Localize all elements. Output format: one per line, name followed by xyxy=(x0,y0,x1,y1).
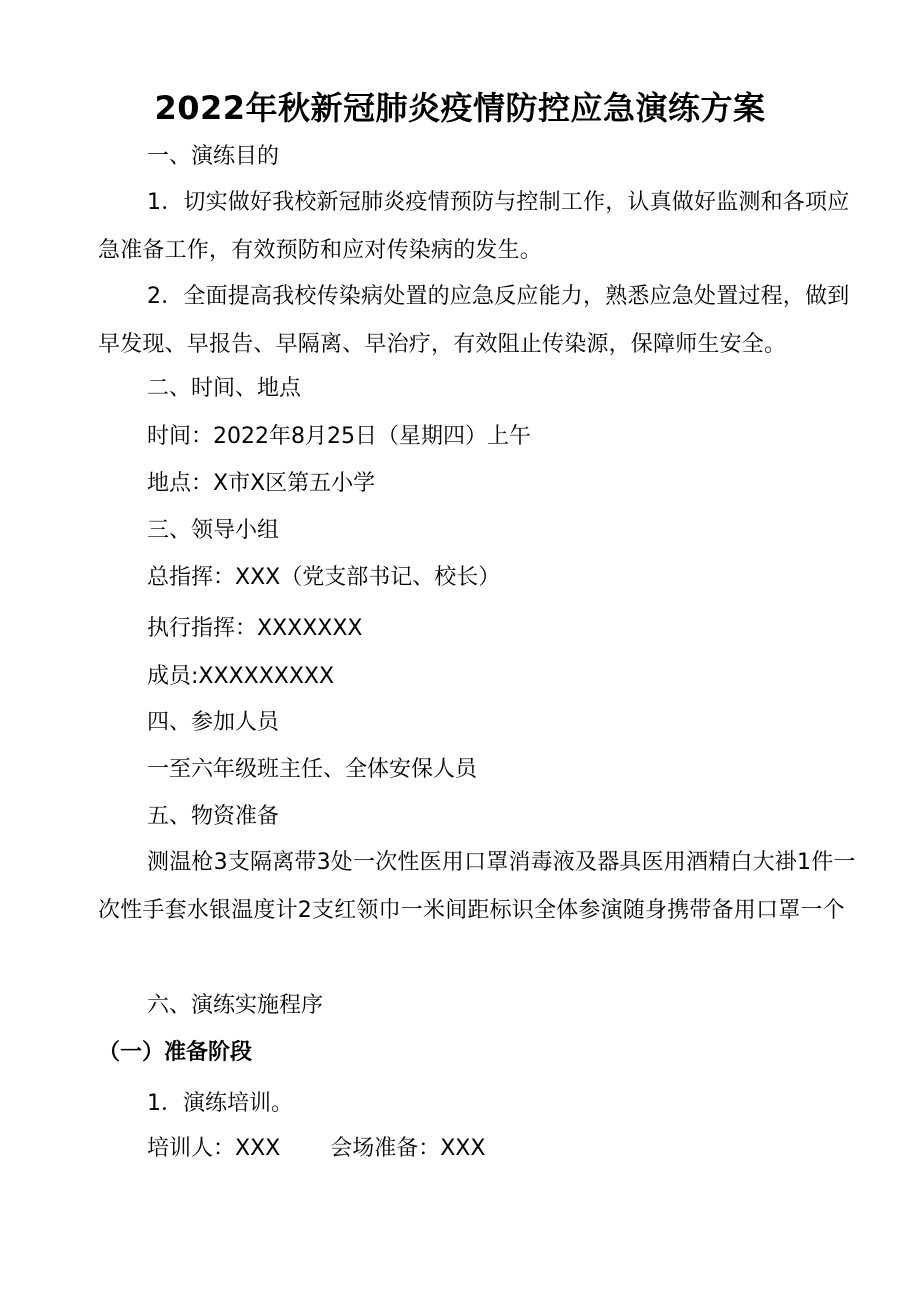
section-heading-procedure: 六、演练实施程序 xyxy=(147,993,324,1018)
venue-text: 会场准备：XXX xyxy=(330,1136,486,1161)
item-training: 1．演练培训。 xyxy=(147,1091,293,1116)
place-line: 地点：X市X区第五小学 xyxy=(147,471,376,496)
section-heading-leadership: 三、领导小组 xyxy=(147,518,280,543)
document-title: 2022年秋新冠肺炎疫情防控应急演练方案 xyxy=(154,89,766,127)
time-line: 时间：2022年8月25日（星期四）上午 xyxy=(147,424,531,449)
section-heading-purpose: 一、演练目的 xyxy=(147,144,280,169)
paragraph-purpose-1: 1．切实做好我校新冠肺炎疫情预防与控制工作，认真做好监测和各项应急准备工作，有效预防和应对传染病的发生。 xyxy=(98,190,850,263)
section-heading-time-place: 二、时间、地点 xyxy=(147,376,302,401)
trainer-venue-line xyxy=(147,1134,485,1164)
participants-line: 一至六年级班主任、全体安保人员 xyxy=(147,757,478,782)
members-line: 成员:XXXXXXXXX xyxy=(147,664,335,689)
paragraph-purpose-2: 2．全面提高我校传染病处置的应急反应能力，熟悉应急处置过程，做到早发现、早报告、早隔离、早治疗，有效阻止传染源，保障师生安全。 xyxy=(98,284,850,357)
subsection-heading-preparation: （一）准备阶段 xyxy=(98,1040,253,1065)
section-heading-materials: 五、物资准备 xyxy=(147,804,280,829)
chief-commander-line: 总指挥：XXX（党支部书记、校长） xyxy=(147,565,501,590)
trainer-text: 培训人：XXX xyxy=(147,1136,281,1161)
section-heading-participants: 四、参加人员 xyxy=(147,710,280,735)
paragraph-materials: 测温枪3支隔离带3处一次性医用口罩消毒液及器具医用酒精白大褂1件一次性手套水银温度计2支红领巾一米间距标识全体参演随身携带备用口罩一个 xyxy=(98,850,856,923)
executive-commander-line: 执行指挥：XXXXXXX xyxy=(147,616,363,641)
